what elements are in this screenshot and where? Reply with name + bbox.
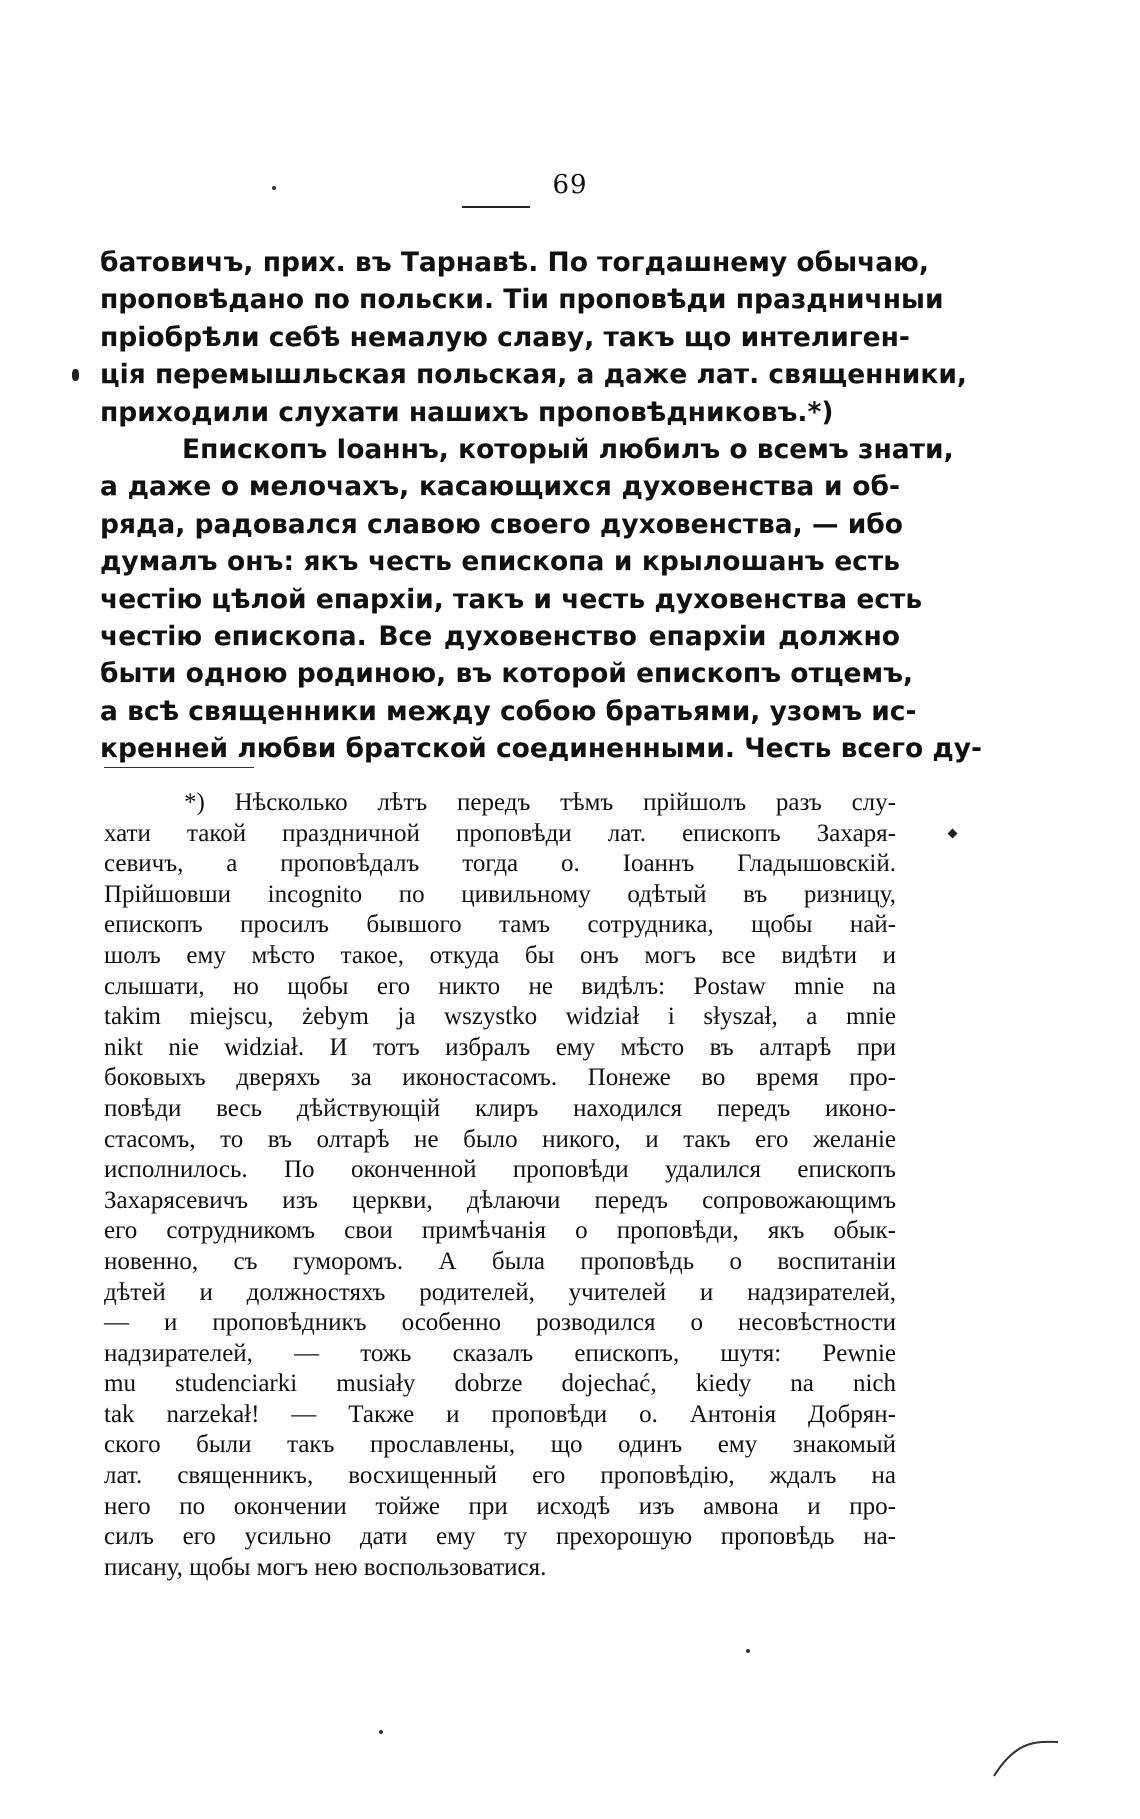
footnote-line: дѣтей и должностяхъ родителей, учителей и надзирателей, (104, 1278, 896, 1306)
footnote-line: новенно, съ гуморомъ. А была проповѣдь о воспитаніи (104, 1247, 896, 1275)
corner-swash (990, 1730, 1060, 1780)
footnote-line: nikt nie widział. И тотъ избралъ ему мѣсто въ алтарѣ при (104, 1033, 896, 1061)
main-text (100, 244, 983, 768)
text-line: честію епископа. Все духовенство епархіи должно (100, 621, 900, 653)
text-line: проповѣдано по польски. Тіи проповѣди праздничныи (100, 284, 944, 316)
footnote-rule (104, 767, 254, 768)
footnote-line: Прійшовши incognito по цивильному одѣтый въ ризницу, (104, 880, 896, 908)
footnote-line: хати такой праздничной проповѣди лат. епископъ Захаря- (104, 819, 896, 847)
margin-mark (948, 829, 958, 839)
page-number: 69 (552, 170, 588, 200)
text-line: ряда, радовался славою своего духовенства, — ибо (100, 508, 903, 540)
footnote-line: исполнилось. По оконченной проповѣди удалился епископъ (104, 1156, 896, 1184)
footnote-line: ского были такъ прославлены, що одинъ ему знакомый (104, 1431, 896, 1459)
footnote-line: севичъ, а проповѣдалъ тогда о. Іоаннъ Гладышовскій. (104, 850, 896, 878)
text-line: кренней любви братской соединенными. Честь всего ду- (100, 733, 983, 765)
footnote-line: писану, щобы могъ нею воспользоватися. (104, 1553, 547, 1581)
footnote-line: стасомъ, то въ олтарѣ не было никого, и такъ его желаніе (104, 1125, 896, 1153)
footnote-line: повѣди весь дѣйствующій клиръ находился передъ иконо- (104, 1094, 896, 1122)
page-number-rule (462, 206, 530, 208)
print-speck (272, 186, 276, 190)
text-line: ція перемышльская польская, а даже лат. священники, (100, 359, 967, 391)
text-line: честію цѣлой епархіи, такъ и честь духовенства есть (100, 583, 923, 615)
footnote-line: mu studenciarki musiały dobrze dojechać, kiedy na nich (104, 1370, 896, 1398)
footnote-line: tak narzekał! — Также и проповѣди о. Антонія Добрян- (104, 1400, 896, 1428)
text-line: думалъ онъ: якъ честь епископа и крылошанъ есть (100, 546, 900, 578)
margin-mark (72, 369, 79, 381)
text-line: а даже о мелочахъ, касающихся духовенства и об- (100, 471, 900, 503)
print-speck (379, 1730, 383, 1734)
footnote-line: takim miejscu, żebym ja wszystko widział i słyszał, a mnie (104, 1003, 896, 1031)
footnote-line: слышати, но щобы его никто не видѣлъ: Postaw mnie na (104, 972, 896, 1000)
footnote-line: шолъ ему мѣсто такое, откуда бы онъ могъ все видѣти и (104, 941, 896, 969)
footnote-line: его сотрудникомъ свои примѣчанія о проповѣди, якъ обык- (104, 1217, 896, 1245)
footnote-line: боковыхъ дверяхъ за иконостасомъ. Понеже во время про- (104, 1064, 896, 1092)
footnote-line: Захарясевичъ изъ церкви, дѣлаючи передъ сопровожающимъ (104, 1186, 896, 1214)
text-line: быти одною родиною, въ которой епископъ отцемъ, (100, 658, 914, 690)
text-line: приходили слухати нашихъ проповѣдниковъ.*) (100, 396, 834, 428)
footnote-line: *) Нѣсколько лѣтъ передъ тѣмъ прійшолъ разъ слу- (184, 789, 896, 816)
footnote-line: епископъ просилъ бывшого тамъ сотрудника, щобы най- (104, 911, 896, 939)
footnote-line: силъ его усильно дати ему ту прехорошую проповѣдь на- (104, 1523, 896, 1551)
footnote-line: надзирателей, — тожь сказалъ епископъ, шутя: Pewnie (104, 1339, 896, 1367)
footnote-line: — и проповѣдникъ особенно розводился о несовѣстности (104, 1309, 896, 1337)
print-speck (746, 1649, 750, 1653)
footnote (104, 788, 896, 1583)
text-line: Епископъ Іоаннъ, который любилъ о всемъ знати, (182, 434, 954, 466)
text-line: а всѣ священники между собою братьями, узомъ ис- (100, 695, 917, 727)
text-line: батовичъ, прих. въ Тарнавѣ. По тогдашнему обычаю, (100, 247, 929, 278)
text-line: пріобрѣли себѣ немалую славу, такъ що интелиген- (100, 321, 910, 353)
footnote-line: него по окончении тойже при исходѣ изъ амвона и про- (104, 1492, 896, 1520)
footnote-line: лат. священникъ, восхищенный его проповѣдію, ждалъ на (104, 1462, 896, 1490)
